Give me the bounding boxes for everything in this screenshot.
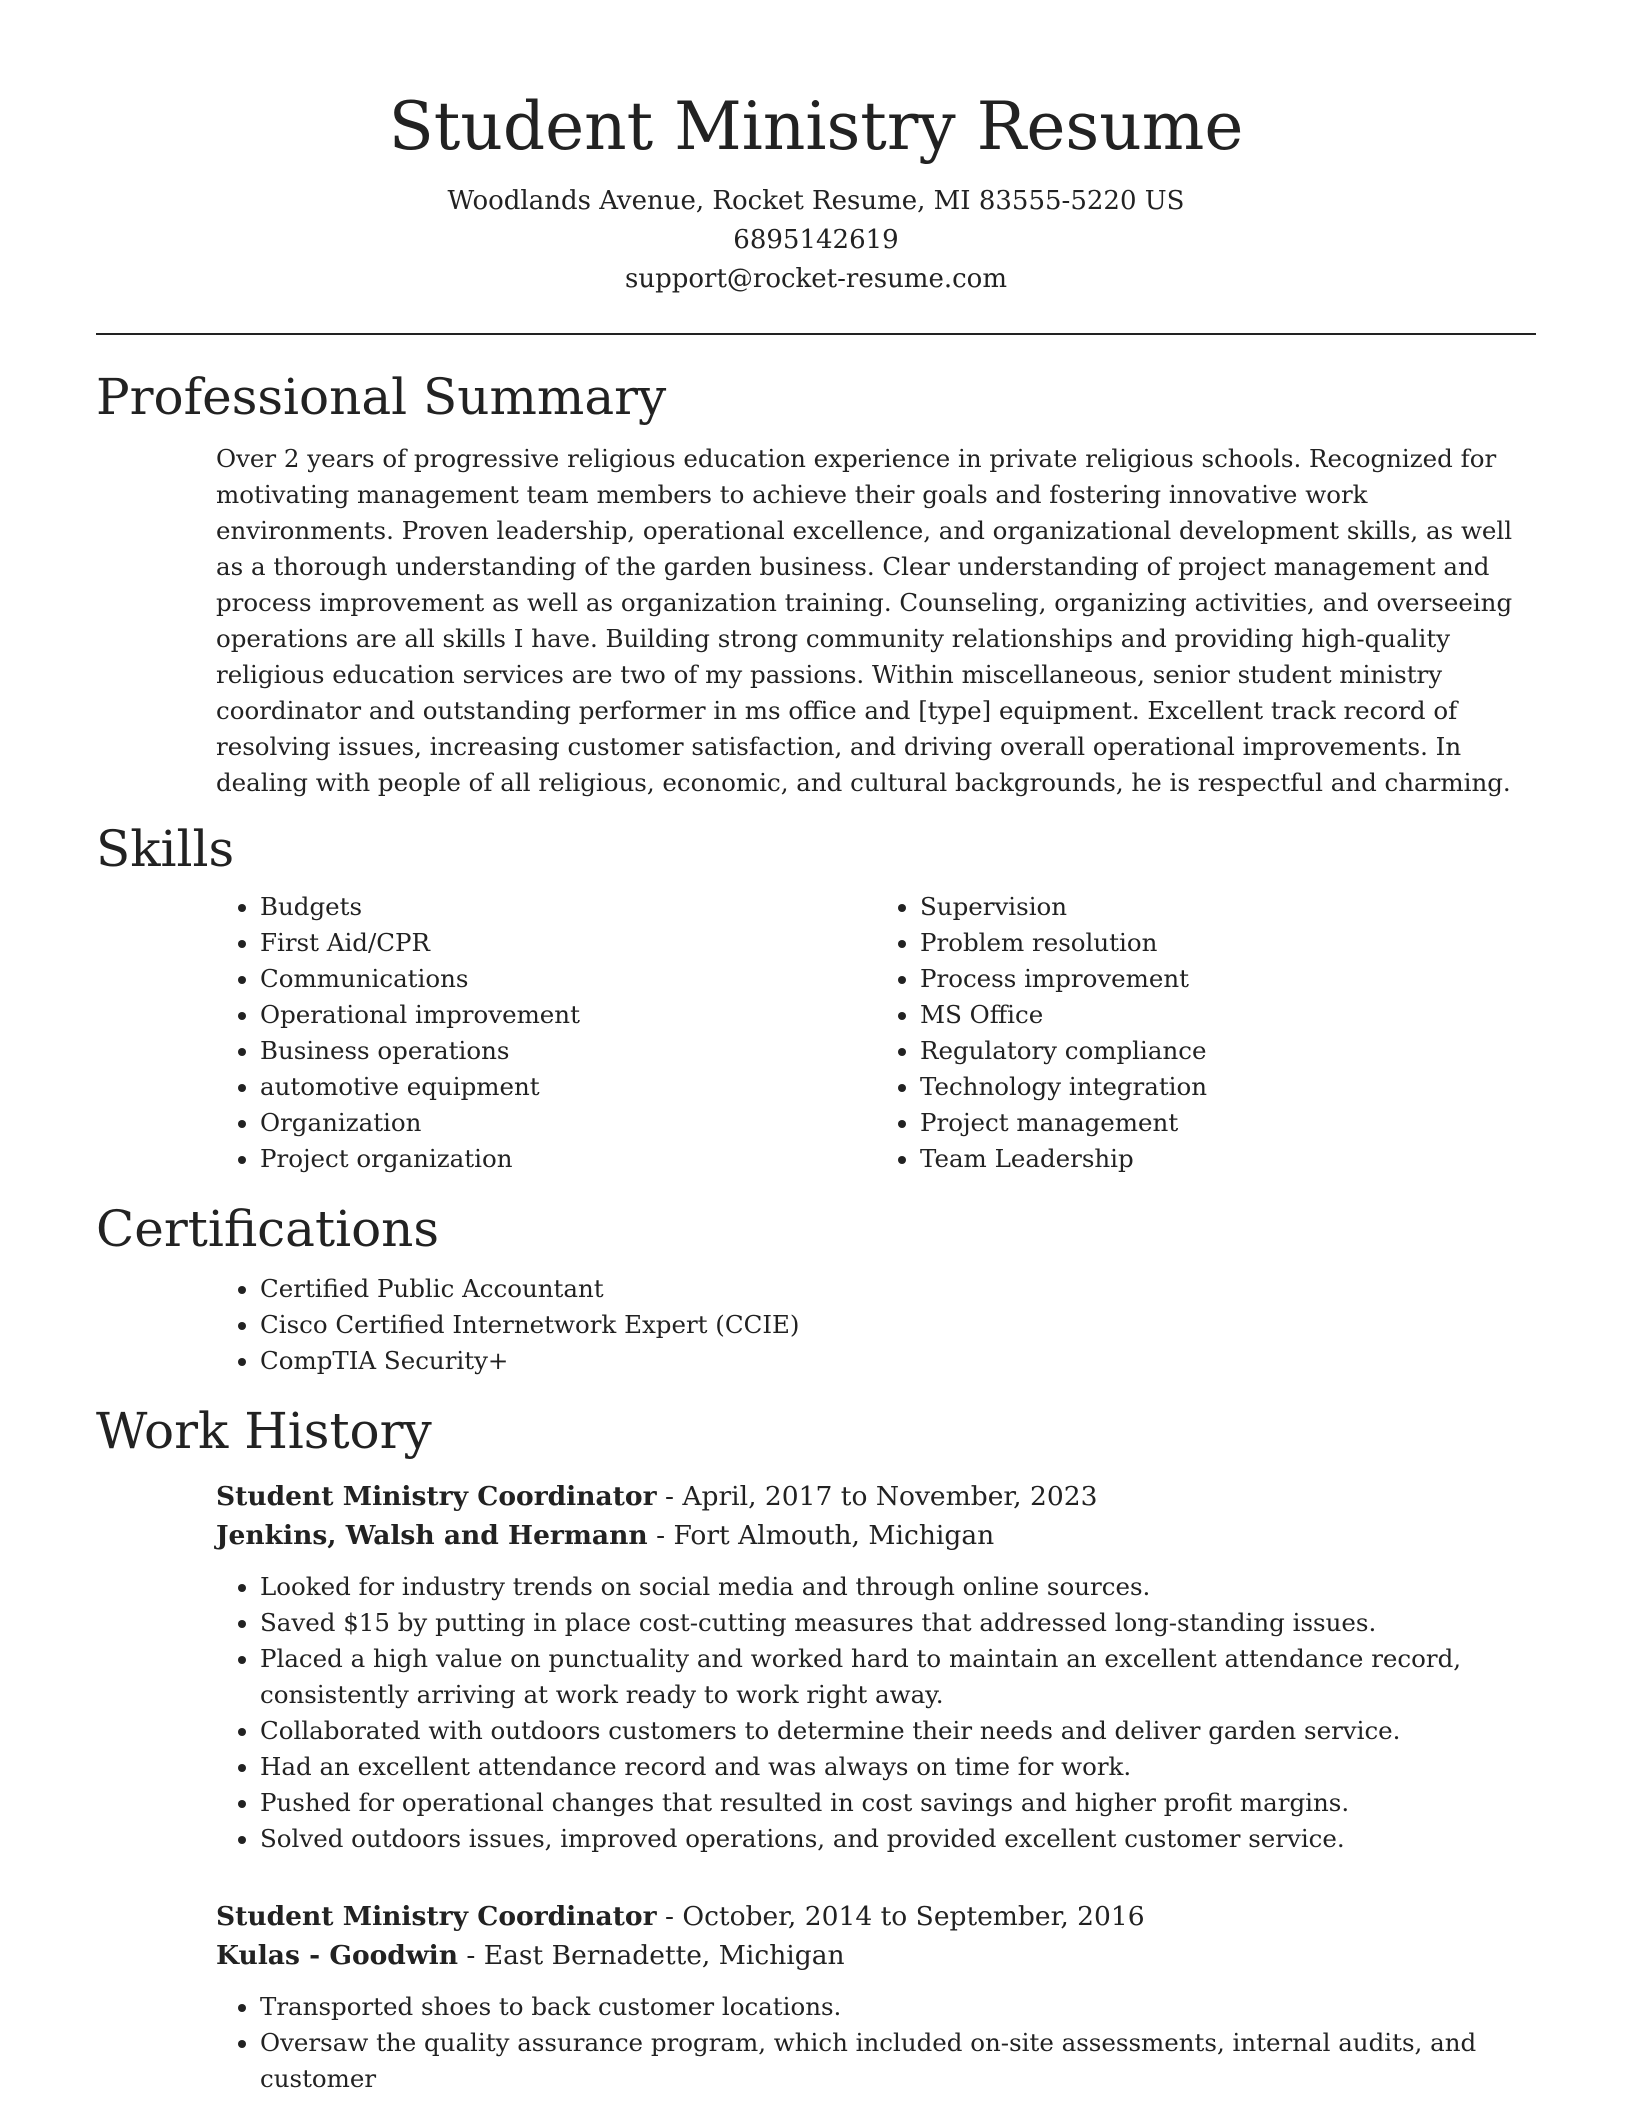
summary-section <box>216 441 1536 801</box>
resume-page <box>96 0 1536 2097</box>
skill-item: • Process improvement <box>920 961 1536 997</box>
skill-item: • Business operations <box>260 1033 876 1069</box>
job-role-line <box>216 1897 1536 1936</box>
skill-item: • Budgets <box>260 889 876 925</box>
certification-item: • Certified Public Accountant <box>260 1271 1536 1307</box>
skill-item: • MS Office <box>920 997 1536 1033</box>
skill-item: • Communications <box>260 961 876 997</box>
work-history-section <box>216 1477 1536 2097</box>
certification-item: • Cisco Certified Internetwork Expert (CCIE) <box>260 1307 1536 1343</box>
job-bullet: • Placed a high value on punctuality and worked hard to maintain an excellent attendance record, consistently arriving at work ready to work right away. <box>260 1641 1536 1713</box>
skills-list-right <box>876 889 1536 1177</box>
section-title-work-history: Work History <box>96 1402 432 1460</box>
job-location: - Fort Almouth, Michigan <box>647 1520 995 1551</box>
job-bullets <box>216 1989 1536 2097</box>
skill-item: • Organization <box>260 1105 876 1141</box>
job-bullet: • Collaborated with outdoors customers to determine their needs and deliver garden service. <box>260 1713 1536 1749</box>
skills-list-left <box>216 889 876 1177</box>
resume-header <box>96 0 1536 299</box>
job-bullet: • Had an excellent attendance record and was always on time for work. <box>260 1749 1536 1785</box>
job-bullet: • Pushed for operational changes that resulted in cost savings and higher profit margins. <box>260 1785 1536 1821</box>
job-company: Jenkins, Walsh and Hermann <box>216 1520 648 1551</box>
skill-item: • Project organization <box>260 1141 876 1177</box>
job-role: Student Ministry Coordinator <box>216 1481 657 1512</box>
contact-block <box>96 182 1536 299</box>
skill-item: • First Aid/CPR <box>260 925 876 961</box>
header-divider <box>96 333 1536 335</box>
job-dates: - October, 2014 to September, 2016 <box>656 1901 1145 1932</box>
skills-section <box>216 889 1536 1177</box>
skill-item: • Operational improvement <box>260 997 876 1033</box>
certifications-list <box>216 1271 1536 1379</box>
job-role-line <box>216 1477 1536 1516</box>
job-company: Kulas - Goodwin <box>216 1940 458 1971</box>
job-bullet: • Looked for industry trends on social media and through online sources. <box>260 1569 1536 1605</box>
job-bullet: • Saved $15 by putting in place cost-cutting measures that addressed long-standing issues. <box>260 1605 1536 1641</box>
job-dates: - April, 2017 to November, 2023 <box>656 1481 1098 1512</box>
job-company-line <box>216 1936 1536 1975</box>
skill-item: • automotive equipment <box>260 1069 876 1105</box>
address: Woodlands Avenue, Rocket Resume, MI 83555-5220 US <box>447 186 1185 216</box>
job-bullet: • Oversaw the quality assurance program, which included on-site assessments, internal audits, and customer <box>260 2025 1536 2097</box>
job-entry <box>216 1897 1536 2097</box>
job-bullet: • Transported shoes to back customer locations. <box>260 1989 1536 2025</box>
section-title-summary: Professional Summary <box>96 368 667 426</box>
section-title-certifications: Certifications <box>96 1200 440 1258</box>
certifications-section <box>216 1271 1536 1379</box>
skill-item: • Team Leadership <box>920 1141 1536 1177</box>
skill-item: • Technology integration <box>920 1069 1536 1105</box>
job-entry <box>216 1477 1536 1857</box>
summary-text: Over 2 years of progressive religious education experience in private religious schools. Recognized for motivating management team members to achieve their goals and fostering innovative work environments. Proven leadership, operational excellence, and organizational development skills, as well as a thorough understanding of the garden business. Clear understanding of project management and process improvement as well as organization training. Counseling, organizing activities, and overseeing operations are all skills I have. Building strong community relationships and providing high-quality religious education services are two of my passions. Within miscellaneous, senior student ministry coordinator and outstanding performer in ms office and [type] equipment. Excellent track record of resolving issues, increasing customer satisfaction, and driving overall operational improvements. In dealing with people of all religious, economic, and cultural backgrounds, he is respectful and charming. <box>216 444 1513 797</box>
job-bullets <box>216 1569 1536 1857</box>
skill-item: • Project management <box>920 1105 1536 1141</box>
resume-title: Student Ministry Resume <box>388 88 1244 165</box>
job-bullet: • Solved outdoors issues, improved operations, and provided excellent customer service. <box>260 1821 1536 1857</box>
skill-item: • Problem resolution <box>920 925 1536 961</box>
email: support@rocket-resume.com <box>624 264 1007 294</box>
skill-item: • Regulatory compliance <box>920 1033 1536 1069</box>
skill-item: • Supervision <box>920 889 1536 925</box>
certification-item: • CompTIA Security+ <box>260 1343 1536 1379</box>
job-company-line <box>216 1516 1536 1555</box>
section-title-skills: Skills <box>96 820 235 878</box>
phone: 6895142619 <box>733 225 899 255</box>
skills-grid <box>216 889 1536 1177</box>
job-location: - East Bernadette, Michigan <box>457 1940 845 1971</box>
job-role: Student Ministry Coordinator <box>216 1901 657 1932</box>
